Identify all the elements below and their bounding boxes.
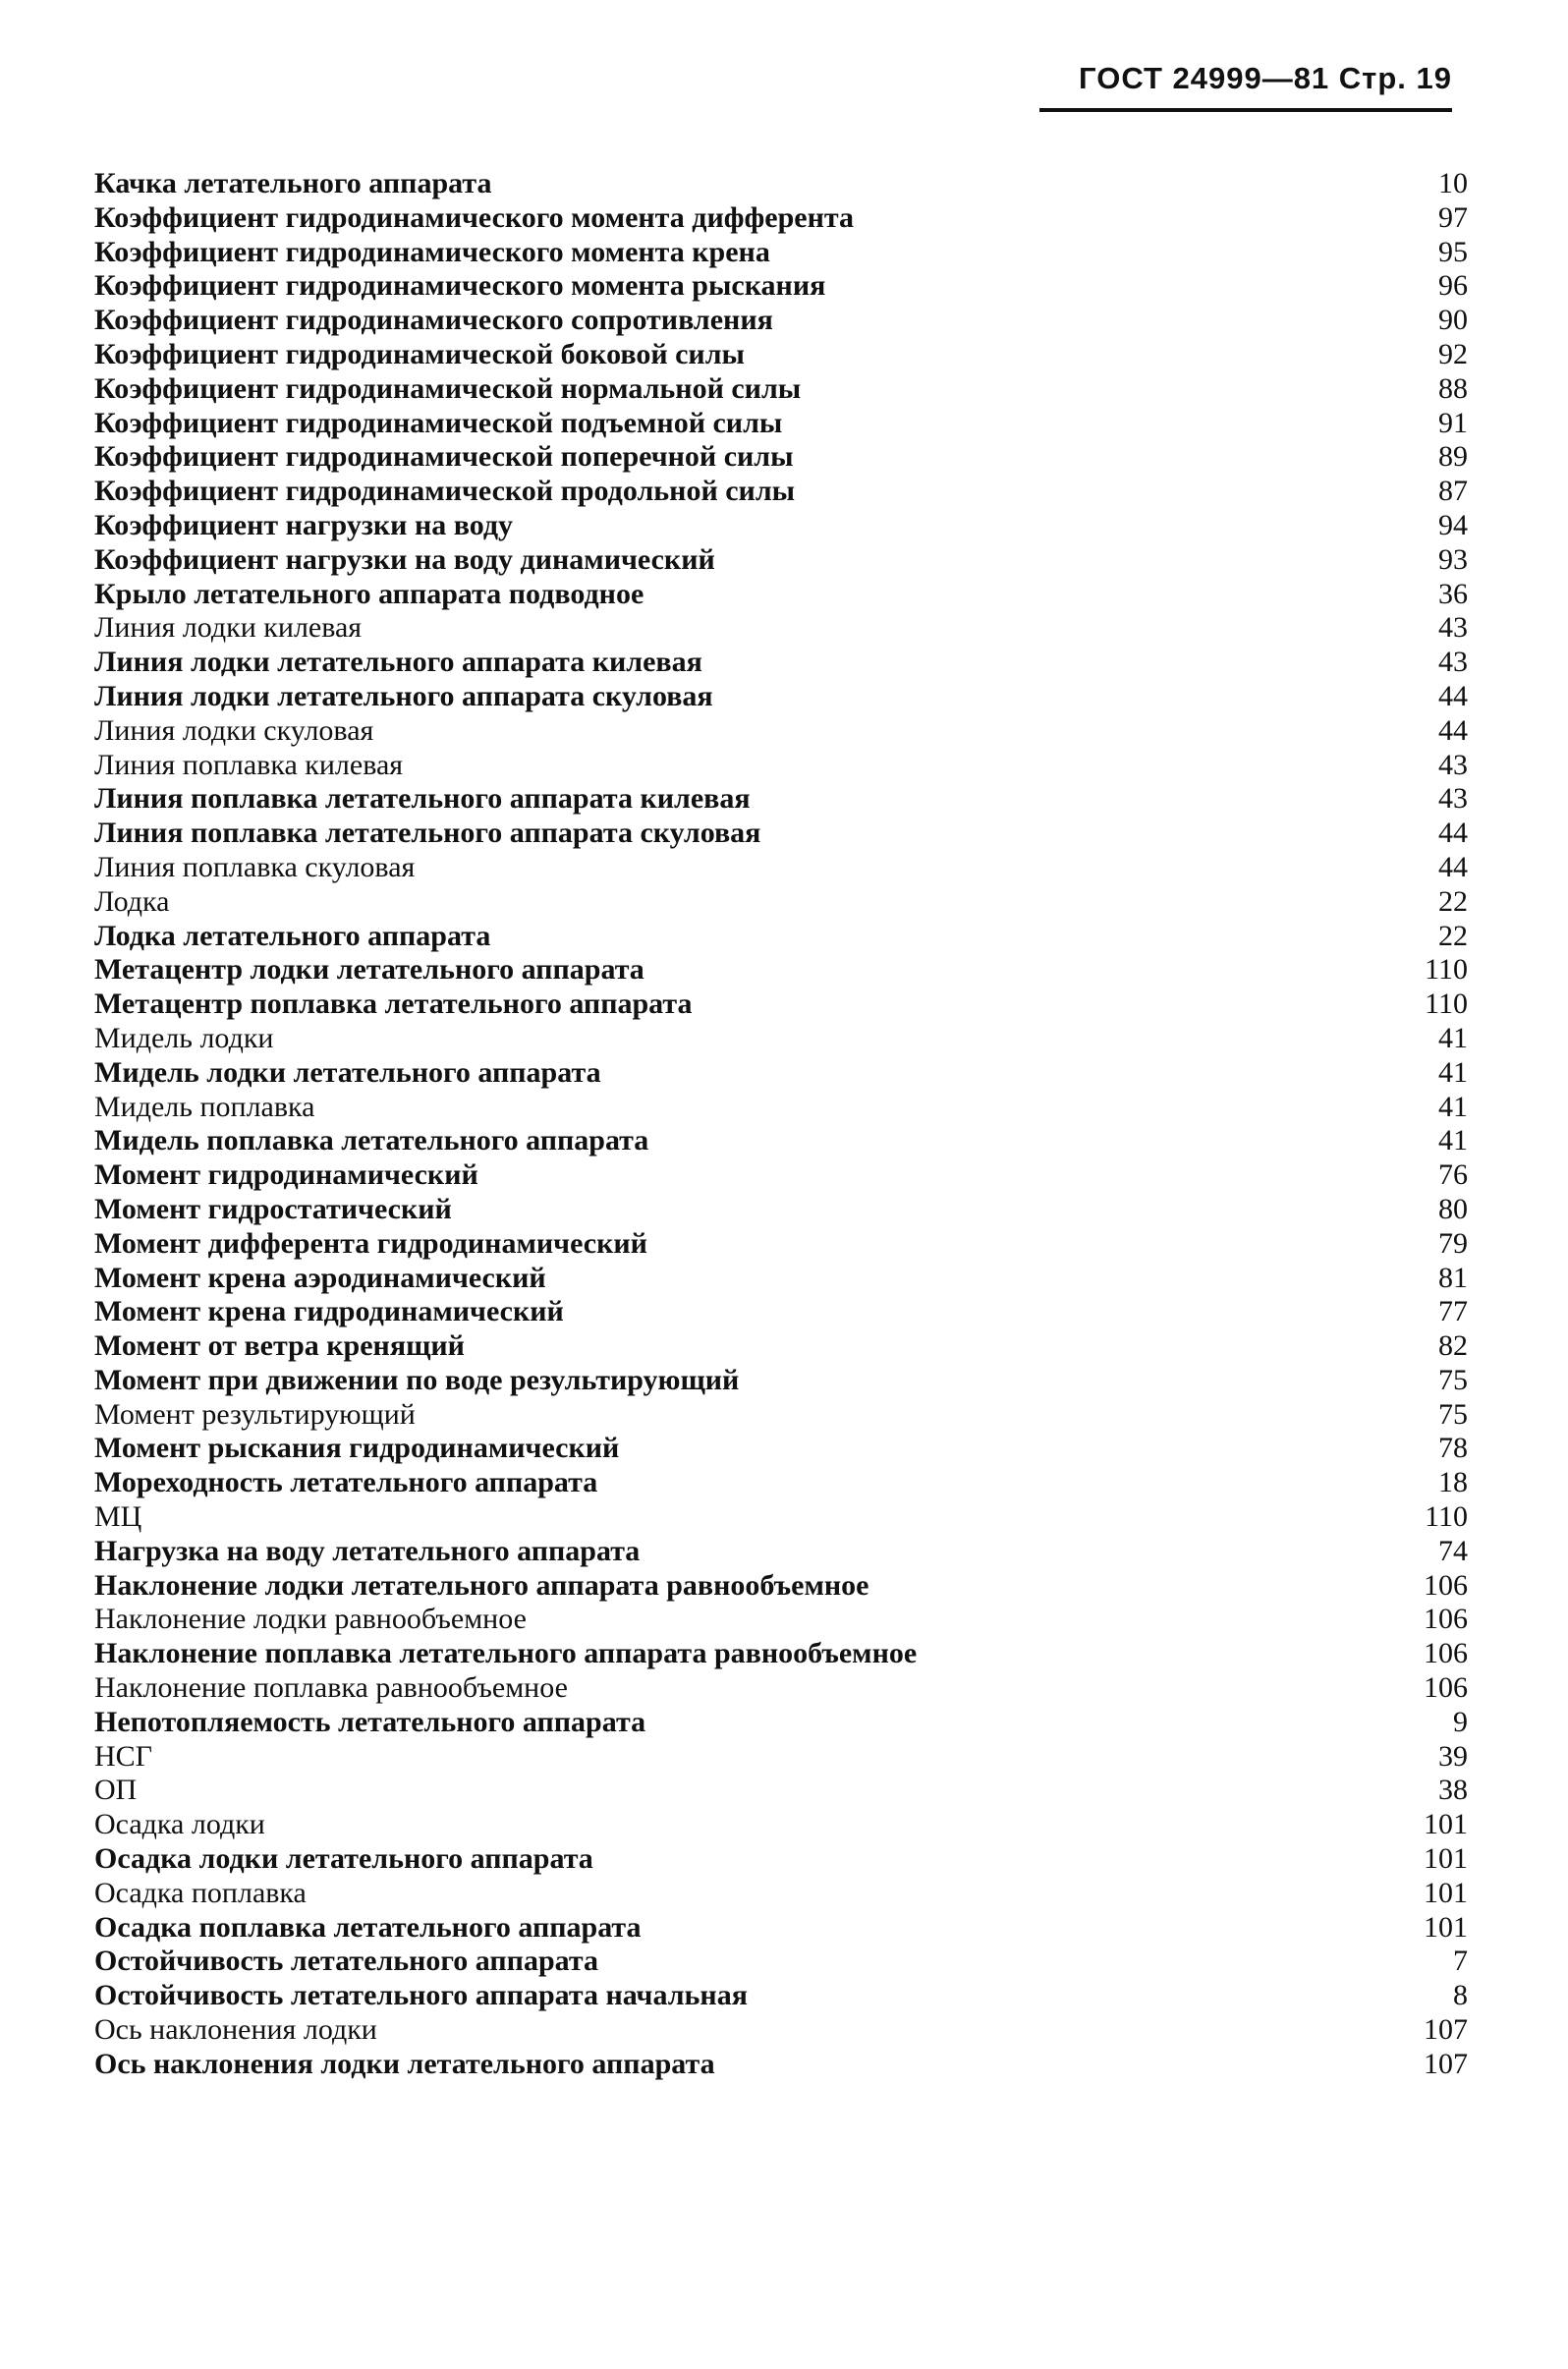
index-page-number: 89 [1438, 440, 1468, 474]
index-entry [94, 1022, 1468, 1056]
index-entry [94, 304, 1468, 338]
index-term: Крыло летательного аппарата подводное [94, 577, 644, 610]
index-page-number: 76 [1438, 1158, 1468, 1192]
index-entry [94, 714, 1468, 749]
index-entry [94, 782, 1468, 817]
index-page-number: 44 [1438, 817, 1468, 850]
index-term: Мидель поплавка [94, 1090, 315, 1123]
index-term: Линия лодки килевая [94, 611, 363, 645]
index-page-number: 10 [1438, 167, 1468, 199]
index-entry [94, 1432, 1468, 1466]
index-entry [94, 475, 1468, 509]
index-term: Наклонение поплавка равнообъемное [94, 1671, 568, 1705]
index-term: Линия лодки летательного аппарата килевая [94, 646, 702, 679]
index-term: Наклонение лодки равнообъемное [94, 1603, 527, 1636]
index-page-number: 91 [1438, 406, 1468, 439]
index-entry [94, 440, 1468, 475]
index-term: НСГ [94, 1739, 153, 1773]
index-term: Момент при движении по воде результирующий [94, 1363, 740, 1396]
index-entry [94, 1842, 1468, 1877]
index-term: Момент гидродинамический [94, 1158, 478, 1192]
index-page-number: 101 [1424, 1910, 1468, 1944]
index-page-number: 43 [1438, 748, 1468, 781]
index-page-number: 90 [1438, 304, 1468, 337]
index-entry [94, 1262, 1468, 1296]
index-entry [94, 1808, 1468, 1842]
index-entry [94, 1774, 1468, 1808]
index-page-number: 106 [1424, 1568, 1468, 1602]
index-page-number: 88 [1438, 371, 1468, 405]
index-term: Линия поплавка килевая [94, 748, 404, 781]
index-term: Осадка лодки летательного аппарата [94, 1842, 593, 1876]
index-term: Коэффициент гидродинамической подъемной силы [94, 406, 783, 439]
index-term: Линия поплавка скуловая [94, 850, 416, 883]
index-entry [94, 372, 1468, 407]
index-page-number: 7 [1453, 1945, 1468, 1978]
index-page-number: 22 [1438, 884, 1468, 918]
index-entry [94, 509, 1468, 543]
index-page-number: 110 [1425, 1500, 1468, 1534]
index-page-number: 22 [1438, 919, 1468, 952]
index-entry [94, 1569, 1468, 1604]
index-term: Качка летательного аппарата [94, 167, 492, 199]
index-page-number: 97 [1438, 200, 1468, 234]
page-header: ГОСТ 24999—81 Стр. 19 [1039, 61, 1452, 112]
index-term: Коэффициент гидродинамического момента дифферента [94, 200, 854, 234]
index-term: Мидель лодки летательного аппарата [94, 1055, 601, 1089]
index-term: Коэффициент гидродинамического момента крена [94, 235, 770, 268]
index-page-number: 39 [1438, 1739, 1468, 1773]
index-term: Мореходность летательного аппарата [94, 1466, 598, 1499]
index-page-number: 18 [1438, 1466, 1468, 1499]
index-entry [94, 1193, 1468, 1227]
index-term: МЦ [94, 1500, 142, 1534]
index-term: Мидель поплавка летательного аппарата [94, 1124, 649, 1157]
index-page-number: 41 [1438, 1124, 1468, 1157]
index-entry [94, 1398, 1468, 1433]
index-entry [94, 167, 1468, 201]
index-page-number: 75 [1438, 1363, 1468, 1396]
index-page-number: 75 [1438, 1397, 1468, 1431]
index-term: Момент дифферента гидродинамический [94, 1226, 647, 1260]
index-entry [94, 1329, 1468, 1364]
index-term: Коэффициент нагрузки на воду [94, 508, 514, 541]
index-page-number: 78 [1438, 1432, 1468, 1465]
index-entry [94, 1671, 1468, 1706]
index-page-number: 44 [1438, 850, 1468, 883]
index-term: Коэффициент гидродинамического сопротивления [94, 304, 773, 337]
index-page-number: 41 [1438, 1055, 1468, 1089]
index-page-number: 79 [1438, 1226, 1468, 1260]
index-page-number: 8 [1453, 1979, 1468, 2012]
index-entry [94, 2048, 1468, 2082]
index-page-number: 9 [1453, 1705, 1468, 1738]
index-page-number: 44 [1438, 679, 1468, 712]
index-entry [94, 1603, 1468, 1637]
index-entry [94, 269, 1468, 304]
index-term: Наклонение лодки летательного аппарата равнообъемное [94, 1568, 869, 1602]
index-page-number: 36 [1438, 577, 1468, 610]
index-term: Ось наклонения лодки летательного аппарата [94, 2047, 715, 2080]
index-page-number: 107 [1424, 2047, 1468, 2080]
index-entry [94, 1535, 1468, 1569]
index-term: Осадка поплавка [94, 1876, 307, 1909]
index-term: Коэффициент гидродинамического момента рыскания [94, 269, 826, 303]
index-term: Коэффициент гидродинамической нормальной силы [94, 371, 802, 405]
index-entry [94, 407, 1468, 441]
index-entry [94, 987, 1468, 1022]
index-page-number: 80 [1438, 1192, 1468, 1225]
index-entry [94, 1158, 1468, 1193]
index-entry [94, 885, 1468, 920]
index-entry [94, 543, 1468, 578]
index-term: Непотопляемость летательного аппарата [94, 1705, 646, 1738]
index-term: Момент от ветра кренящий [94, 1329, 465, 1363]
index-page-number: 38 [1438, 1774, 1468, 1807]
index-entry [94, 1637, 1468, 1671]
index-entry [94, 1364, 1468, 1398]
index-page-number: 41 [1438, 1090, 1468, 1123]
index-term: ОП [94, 1774, 138, 1807]
index-entry [94, 1124, 1468, 1158]
index-page-number: 101 [1424, 1808, 1468, 1841]
index-entry [94, 680, 1468, 714]
index-page-number: 110 [1425, 987, 1468, 1021]
index-page-number: 101 [1424, 1876, 1468, 1909]
index-page-number: 41 [1438, 1021, 1468, 1054]
index-term: Метацентр поплавка летательного аппарата [94, 987, 693, 1021]
index-entry [94, 1979, 1468, 2013]
index-entry [94, 236, 1468, 270]
index-entry [94, 578, 1468, 612]
index-page-number: 43 [1438, 611, 1468, 645]
index-page-number: 77 [1438, 1295, 1468, 1328]
index-term: Линия лодки скуловая [94, 713, 374, 747]
index-term: Момент результирующий [94, 1397, 416, 1431]
index-term: Коэффициент гидродинамической боковой силы [94, 337, 745, 370]
index-entry [94, 611, 1468, 646]
index-term: Осадка лодки [94, 1808, 265, 1841]
index-page-number: 96 [1438, 269, 1468, 303]
index-page-number: 110 [1425, 953, 1468, 987]
index-term: Линия поплавка летательного аппарата килевая [94, 782, 751, 816]
index-page-number: 43 [1438, 782, 1468, 816]
index-term: Линия лодки летательного аппарата скуловая [94, 679, 713, 712]
index-page-number: 92 [1438, 337, 1468, 370]
index-entry [94, 1500, 1468, 1535]
index-entry [94, 1466, 1468, 1500]
index-entry [94, 920, 1468, 954]
index-term: Нагрузка на воду летательного аппарата [94, 1534, 641, 1567]
index-entry [94, 851, 1468, 885]
index-term: Лодка [94, 884, 170, 918]
index-entry [94, 2013, 1468, 2048]
index-entry [94, 1295, 1468, 1329]
index-term: Момент крена гидродинамический [94, 1295, 564, 1328]
index-page-number: 106 [1424, 1671, 1468, 1705]
index-page-number: 74 [1438, 1534, 1468, 1567]
index-page-number: 94 [1438, 508, 1468, 541]
index-page-number: 101 [1424, 1842, 1468, 1876]
index-page-number: 87 [1438, 475, 1468, 508]
index-term: Коэффициент гидродинамической поперечной силы [94, 440, 794, 474]
index-page-number: 95 [1438, 235, 1468, 268]
index-entry [94, 1740, 1468, 1775]
index-entry [94, 201, 1468, 236]
index-page-number: 106 [1424, 1603, 1468, 1636]
index-term: Мидель лодки [94, 1021, 274, 1054]
index-entry [94, 749, 1468, 783]
index-page-number: 44 [1438, 713, 1468, 747]
index-entry [94, 1056, 1468, 1091]
index-term: Момент гидростатический [94, 1192, 452, 1225]
index-term: Метацентр лодки летательного аппарата [94, 953, 644, 987]
index-page-number: 93 [1438, 542, 1468, 576]
index-term: Остойчивость летательного аппарата начальная [94, 1979, 748, 2012]
index-term: Осадка поплавка летательного аппарата [94, 1910, 642, 1944]
index-entry [94, 1877, 1468, 1911]
index-term: Остойчивость летательного аппарата [94, 1945, 598, 1978]
index-page-number: 43 [1438, 646, 1468, 679]
index-entry [94, 1227, 1468, 1262]
index-entry [94, 1706, 1468, 1740]
index-term: Лодка летательного аппарата [94, 919, 491, 952]
index-term: Наклонение поплавка летательного аппарата равнообъемное [94, 1637, 918, 1670]
index-entry [94, 1091, 1468, 1125]
index-entry [94, 646, 1468, 680]
index-page-number: 106 [1424, 1637, 1468, 1670]
index-entry [94, 1911, 1468, 1946]
index-entry [94, 338, 1468, 372]
index-term: Момент рыскания гидродинамический [94, 1432, 620, 1465]
index-term: Коэффициент гидродинамической продольной силы [94, 475, 796, 508]
index-page-number: 107 [1424, 2013, 1468, 2047]
index-list [94, 167, 1468, 2082]
index-entry [94, 817, 1468, 851]
index-term: Ось наклонения лодки [94, 2013, 377, 2047]
index-term: Коэффициент нагрузки на воду динамический [94, 542, 715, 576]
index-term: Момент крена аэродинамический [94, 1261, 546, 1294]
index-page-number: 81 [1438, 1261, 1468, 1294]
index-entry [94, 1945, 1468, 1979]
index-page-number: 82 [1438, 1329, 1468, 1363]
index-term: Линия поплавка летательного аппарата скуловая [94, 817, 761, 850]
index-entry [94, 953, 1468, 987]
